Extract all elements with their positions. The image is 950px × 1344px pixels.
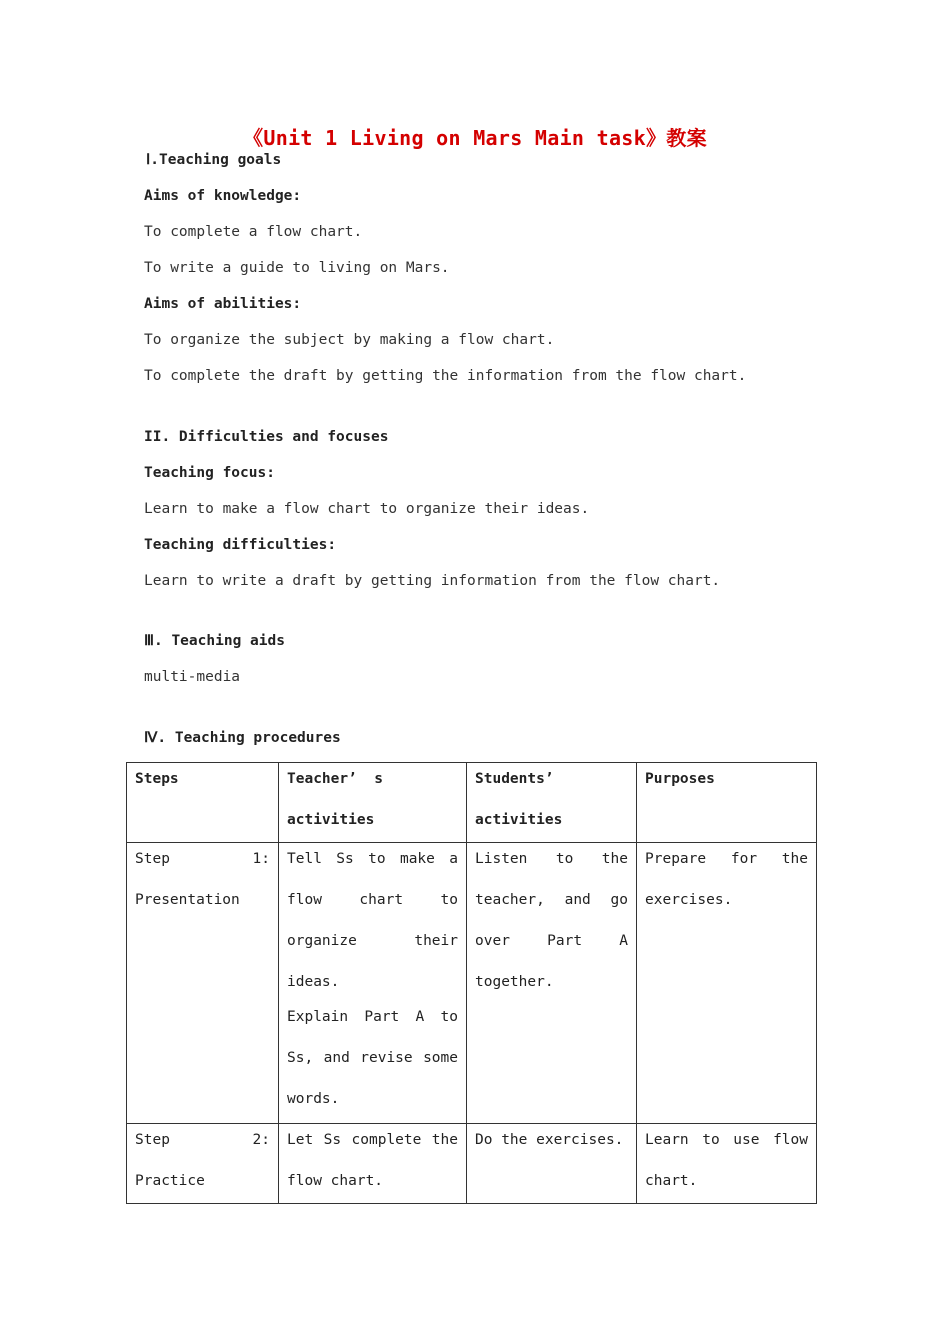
- cell-teacher: Tell Ss to make a flow chart to organize their ideas. Explain Part A to Ss, and revise some words.: [279, 843, 467, 1124]
- cell-step: Step 1: Presentation: [127, 843, 279, 1124]
- focus-text: Learn to make a flow chart to organize their ideas.: [144, 501, 590, 517]
- knowledge-item: To write a guide to living on Mars.: [144, 260, 450, 276]
- abilities-item: To complete the draft by getting the information from the flow chart.: [144, 368, 747, 384]
- knowledge-item: To complete a flow chart.: [144, 224, 363, 240]
- cell-purpose: Prepare for the exercises.: [637, 843, 817, 1124]
- abilities-item: To organize the subject by making a flow chart.: [144, 332, 555, 348]
- subheading-knowledge: Aims of knowledge:: [144, 188, 302, 204]
- header-cell-students: Students’ activities: [467, 763, 637, 843]
- header-cell-steps: Steps: [127, 763, 279, 843]
- cell-students: Do the exercises.: [467, 1124, 637, 1204]
- header-cell-purposes: Purposes: [637, 763, 817, 843]
- subheading-difficulties: Teaching difficulties:: [144, 537, 337, 553]
- difficulties-text: Learn to write a draft by getting information from the flow chart.: [144, 573, 721, 589]
- cell-students: Listen to the teacher, and go over Part A together.: [467, 843, 637, 1124]
- subheading-focus: Teaching focus:: [144, 465, 275, 481]
- procedures-table: [126, 762, 817, 1204]
- cell-step: Step 2: Practice: [127, 1124, 279, 1204]
- section-heading-goals: Ⅰ.Teaching goals: [146, 152, 282, 168]
- aids-text: multi-media: [144, 669, 241, 685]
- cell-purpose: Learn to use flow chart.: [637, 1124, 817, 1204]
- table-header-row: [127, 763, 817, 843]
- table-row: [127, 1124, 817, 1204]
- subheading-abilities: Aims of abilities:: [144, 296, 302, 312]
- header-cell-teacher: Teacher’ s activities: [279, 763, 467, 843]
- page-title: 《Unit 1 Living on Mars Main task》教案: [243, 126, 707, 150]
- section-heading-difficulties: II. Difficulties and focuses: [144, 429, 389, 445]
- cell-teacher: Let Ss complete the flow chart.: [279, 1124, 467, 1204]
- section-heading-aids: Ⅲ. Teaching aids: [144, 633, 285, 649]
- section-heading-procedures: Ⅳ. Teaching procedures: [144, 730, 341, 746]
- table-row: [127, 843, 817, 1124]
